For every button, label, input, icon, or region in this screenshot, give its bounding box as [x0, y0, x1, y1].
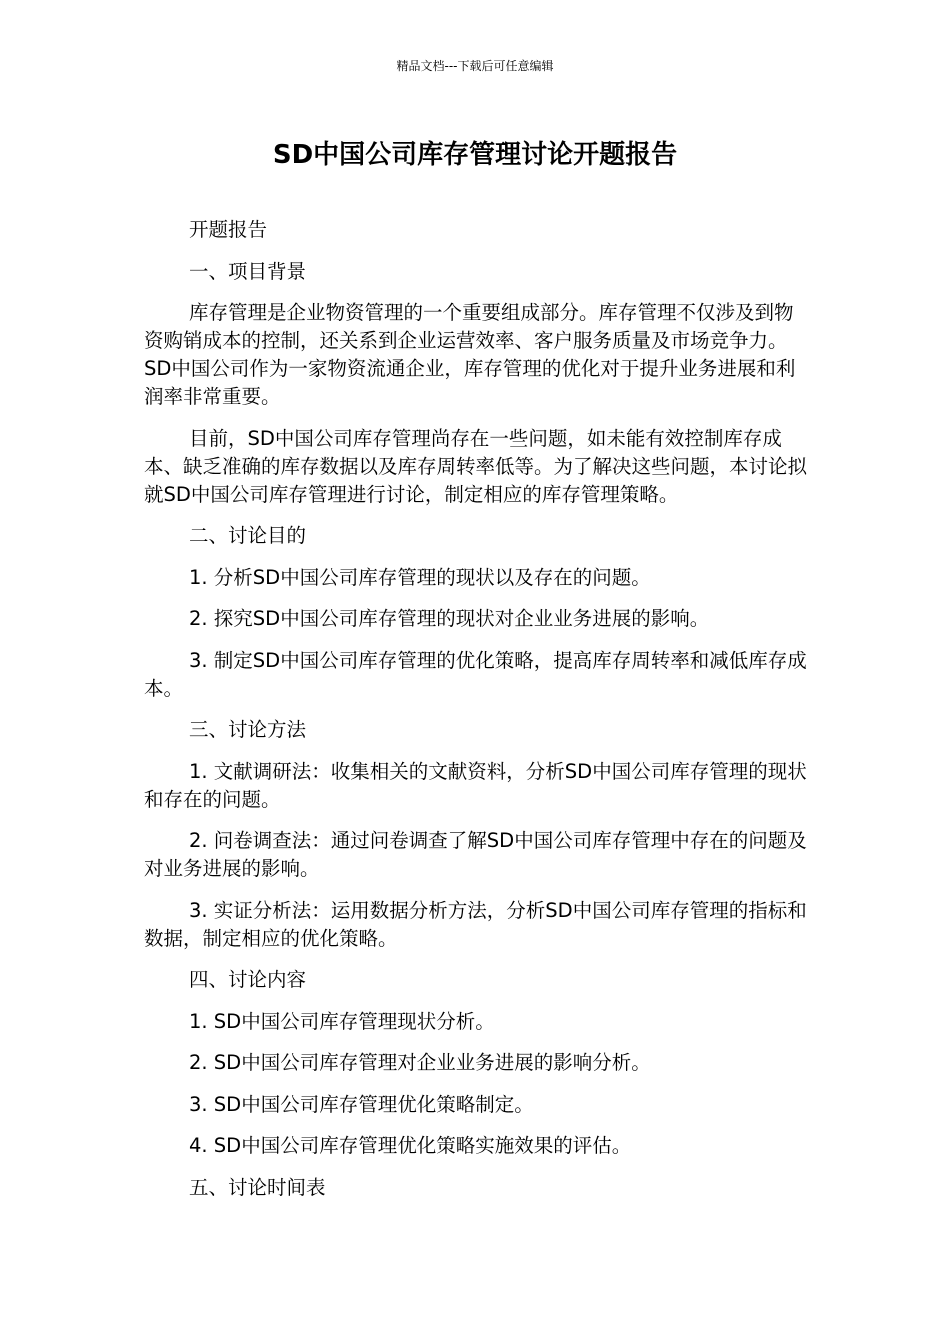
list-item: 2. 问卷调查法：通过问卷调查了解SD中国公司库存管理中存在的问题及对业务进展的影响。: [144, 829, 807, 880]
list-item: 1. 文献调研法：收集相关的文献资料，分析SD中国公司库存管理的现状和存在的问题。: [144, 759, 807, 811]
document-body: [144, 216, 808, 1215]
document-title: SD中国公司库存管理讨论开题报告: [272, 140, 678, 170]
paragraph: 目前，SD中国公司库存管理尚存在一些问题，如未能有效控制库存成本、缺乏准确的库存数据以及库存周转率低等。为了解决这些问题，本讨论拟就SD中国公司库存管理进行讨论，制定相应的库存管理策略。: [144, 426, 808, 506]
header-note: 精品文档---下载后可任意编辑: [396, 59, 554, 73]
list-item: 1. 分析SD中国公司库存管理的现状以及存在的问题。: [189, 565, 651, 589]
list-item: 3. SD中国公司库存管理优化策略制定。: [189, 1092, 534, 1116]
list-item: 2. SD中国公司库存管理对企业业务进展的影响分析。: [189, 1051, 651, 1074]
section-heading-content: 四、讨论内容: [189, 968, 307, 991]
section-heading-background: 一、项目背景: [189, 259, 307, 283]
section-label: 开题报告: [189, 218, 268, 241]
list-item: 3. 制定SD中国公司库存管理的优化策略，提高库存周转率和减低库存成本。: [144, 648, 807, 700]
list-item: 3. 实证分析法：运用数据分析方法，分析SD中国公司库存管理的指标和数据，制定相应的优化策略。: [144, 898, 807, 950]
list-item: 1. SD中国公司库存管理现状分析。: [189, 1009, 495, 1033]
section-heading-purpose: 二、讨论目的: [189, 524, 307, 547]
list-item: 4. SD中国公司库存管理优化策略实施效果的评估。: [189, 1134, 632, 1157]
list-item: 2. 探究SD中国公司库存管理的现状对企业业务进展的影响。: [189, 607, 710, 630]
section-heading-methods: 三、讨论方法: [189, 718, 307, 741]
section-heading-schedule: 五、讨论时间表: [189, 1175, 326, 1199]
paragraph: 库存管理是企业物资管理的一个重要组成部分。库存管理不仅涉及到物资购销成本的控制，还关系到企业运营效率、客户服务质量及市场竞争力。SD中国公司作为一家物资流通企业，库存管理的优化对于提升业务进展和利润率非常重要。: [144, 301, 796, 408]
